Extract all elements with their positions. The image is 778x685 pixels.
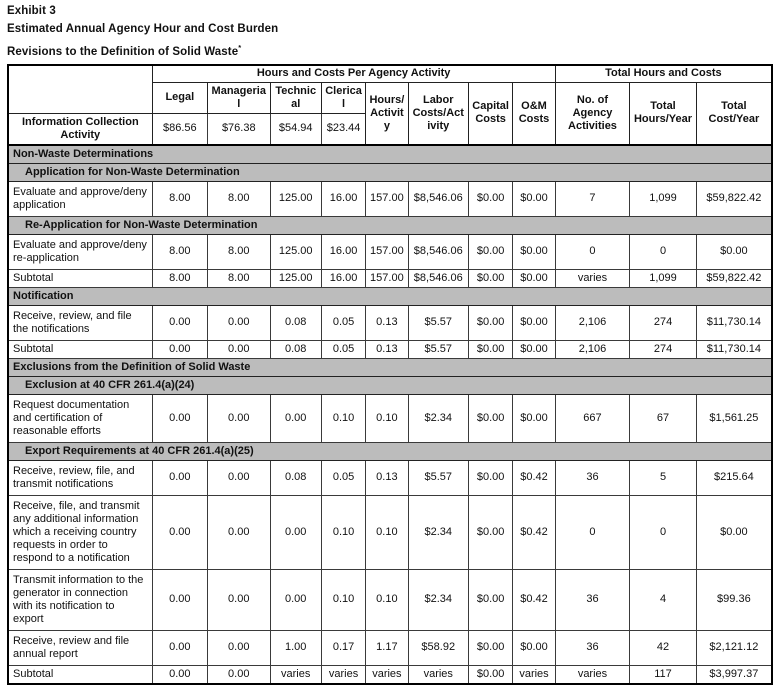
value-cell: $0.00 [513,305,555,340]
value-cell: 0.13 [366,460,408,495]
subsection-row [8,216,772,234]
value-cell: 0.13 [366,305,408,340]
value-cell: 125.00 [270,234,321,269]
value-cell: $0.00 [513,234,555,269]
value-cell: 42 [630,630,697,665]
activity-row [8,181,772,216]
value-cell: varies [321,665,365,684]
col-header-hours-per-activity: Hours/ Activity [366,82,408,145]
value-cell: $0.42 [513,569,555,630]
activity-label-cell: Transmit information to the generator in connection with its notification to export [8,569,152,630]
value-cell: varies [555,269,630,287]
activity-row [8,394,772,442]
value-cell: 0.00 [208,394,270,442]
subsection-row [8,442,772,460]
activity-label-cell: Subtotal [8,340,152,358]
col-header-managerial: Managerial [208,82,270,113]
value-cell: $0.00 [468,665,512,684]
value-cell: $5.57 [408,305,468,340]
value-cell: $0.00 [468,269,512,287]
value-cell: $8,546.06 [408,181,468,216]
document-subtitle-2 [7,41,773,59]
value-cell: $0.00 [513,340,555,358]
activity-row [8,630,772,665]
subsection-label: Exclusion at 40 CFR 261.4(a)(24) [8,376,772,394]
value-cell: 0.10 [321,394,365,442]
value-cell: $0.00 [468,569,512,630]
value-cell: $59,822.42 [696,181,772,216]
subtotal-row [8,665,772,684]
col-header-clerical: Clerical [321,82,365,113]
value-cell: $99.36 [696,569,772,630]
value-cell: 0.08 [270,460,321,495]
value-cell: 4 [630,569,697,630]
value-cell: 0.00 [152,305,207,340]
value-cell: 8.00 [152,234,207,269]
value-cell: 0.00 [208,305,270,340]
value-cell: 2,106 [555,340,630,358]
col-header-om-costs: O&M Costs [513,82,555,145]
activity-label-cell: Evaluate and approve/deny re-application [8,234,152,269]
technical-rate-cell: $54.94 [270,113,321,145]
value-cell: 0.17 [321,630,365,665]
value-cell: $0.00 [468,460,512,495]
value-cell: 0 [555,234,630,269]
value-cell: 274 [630,340,697,358]
activity-row [8,234,772,269]
activity-label-cell: Evaluate and approve/deny application [8,181,152,216]
legal-rate-cell: $86.56 [152,113,207,145]
subtotal-row [8,340,772,358]
value-cell: $0.00 [468,305,512,340]
value-cell: 0.00 [270,495,321,569]
value-cell: 157.00 [366,181,408,216]
burden-table [7,64,773,685]
value-cell: 0.00 [270,569,321,630]
value-cell: 1,099 [630,181,697,216]
value-cell: $59,822.42 [696,269,772,287]
value-cell: $2.34 [408,394,468,442]
activity-label-cell: Request documentation and certification of reasonable efforts [8,394,152,442]
value-cell: $2.34 [408,495,468,569]
value-cell: 274 [630,305,697,340]
value-cell: $215.64 [696,460,772,495]
value-cell: $0.00 [513,630,555,665]
value-cell: 0.00 [152,569,207,630]
value-cell: 1.00 [270,630,321,665]
value-cell: $1,561.25 [696,394,772,442]
value-cell: $0.42 [513,495,555,569]
value-cell: 0.00 [152,495,207,569]
value-cell: 0.00 [152,665,207,684]
value-cell: 0.00 [270,394,321,442]
document-titles [7,5,773,59]
value-cell: $0.00 [468,340,512,358]
activity-label-cell: Subtotal [8,269,152,287]
activity-row [8,495,772,569]
value-cell: $0.00 [468,234,512,269]
value-cell: 0.00 [208,569,270,630]
value-cell: $3,997.37 [696,665,772,684]
value-cell: 0.10 [366,394,408,442]
value-cell: 0.05 [321,460,365,495]
value-cell: 0.05 [321,305,365,340]
value-cell: 36 [555,630,630,665]
per-activity-group-header: Hours and Costs Per Agency Activity [152,65,555,83]
value-cell: $0.00 [513,181,555,216]
activity-label-cell: Receive, file, and transmit any additional information which a receiving country requests in order to respond to a notification [8,495,152,569]
subsection-label: Application for Non-Waste Determination [8,163,772,181]
value-cell: $5.57 [408,460,468,495]
value-cell: 0.00 [208,665,270,684]
footnote-marker: * [238,43,242,52]
subsection-label: Re-Application for Non-Waste Determination [8,216,772,234]
value-cell: 67 [630,394,697,442]
value-cell: 667 [555,394,630,442]
activity-label-cell: Receive, review, file, and transmit notifications [8,460,152,495]
group-header-row [8,65,772,83]
subtotal-row [8,269,772,287]
value-cell: $0.00 [468,630,512,665]
activity-row [8,305,772,340]
clerical-rate-cell: $23.44 [321,113,365,145]
section-row [8,287,772,305]
value-cell: 0.10 [366,569,408,630]
managerial-rate-cell: $76.38 [208,113,270,145]
value-cell: varies [366,665,408,684]
value-cell: 0.00 [208,630,270,665]
col-header-labor-costs: Labor Costs/Activity [408,82,468,145]
value-cell: 0.08 [270,340,321,358]
activity-row [8,569,772,630]
value-cell: 0.00 [208,340,270,358]
col-header-total-cost: Total Cost/Year [696,82,772,145]
value-cell: $0.00 [468,495,512,569]
value-cell: $0.00 [468,181,512,216]
activity-label-cell: Receive, review and file annual report [8,630,152,665]
value-cell: 8.00 [152,269,207,287]
value-cell: varies [513,665,555,684]
value-cell: 0.00 [152,394,207,442]
blank-corner-cell [8,65,152,114]
document-subtitle-1: Estimated Annual Agency Hour and Cost Burden [7,23,279,35]
activity-label-cell: Subtotal [8,665,152,684]
value-cell: $11,730.14 [696,305,772,340]
value-cell: $11,730.14 [696,340,772,358]
section-label: Notification [8,287,772,305]
value-cell: $0.42 [513,460,555,495]
value-cell: 16.00 [321,181,365,216]
col-header-agency-activities: No. of Agency Activities [555,82,630,145]
value-cell: 0 [630,495,697,569]
value-cell: $5.57 [408,340,468,358]
value-cell: 0.05 [321,340,365,358]
value-cell: 8.00 [208,181,270,216]
value-cell: $8,546.06 [408,234,468,269]
section-row [8,145,772,164]
value-cell: 125.00 [270,181,321,216]
value-cell: $0.00 [513,394,555,442]
value-cell: 0.13 [366,340,408,358]
value-cell: 117 [630,665,697,684]
value-cell: 0 [630,234,697,269]
value-cell: 0 [555,495,630,569]
value-cell: $2,121.12 [696,630,772,665]
value-cell: varies [270,665,321,684]
value-cell: $0.00 [468,394,512,442]
value-cell: 0.00 [208,495,270,569]
value-cell: 8.00 [152,181,207,216]
subtitle-2-text: Revisions to the Definition of Solid Waste [7,45,239,58]
value-cell: $2.34 [408,569,468,630]
value-cell: 0.10 [321,569,365,630]
value-cell: 8.00 [208,269,270,287]
value-cell: varies [555,665,630,684]
value-cell: 2,106 [555,305,630,340]
value-cell: 0.00 [152,460,207,495]
value-cell: $58.92 [408,630,468,665]
col-header-capital-costs: Capital Costs [468,82,512,145]
value-cell: 5 [630,460,697,495]
value-cell: 125.00 [270,269,321,287]
table-body [8,145,772,684]
section-label: Non-Waste Determinations [8,145,772,164]
value-cell: 0.00 [152,340,207,358]
value-cell: 0.00 [152,630,207,665]
exhibit-title: Exhibit 3 [7,5,56,17]
value-cell: 8.00 [208,234,270,269]
value-cell: 1,099 [630,269,697,287]
first-col-header: Information Collection Activity [8,113,152,145]
value-cell: 0.08 [270,305,321,340]
activity-row [8,460,772,495]
value-cell: 0.00 [208,460,270,495]
value-cell: 7 [555,181,630,216]
value-cell: 36 [555,460,630,495]
table-header [8,65,772,145]
section-label: Exclusions from the Definition of Solid Waste [8,358,772,376]
value-cell: varies [408,665,468,684]
section-row [8,358,772,376]
value-cell: 157.00 [366,269,408,287]
value-cell: 157.00 [366,234,408,269]
value-cell: 36 [555,569,630,630]
subsection-label: Export Requirements at 40 CFR 261.4(a)(25) [8,442,772,460]
value-cell: $0.00 [696,495,772,569]
subsection-row [8,376,772,394]
value-cell: 1.17 [366,630,408,665]
value-cell: $0.00 [513,269,555,287]
value-cell: 0.10 [366,495,408,569]
activity-label-cell: Receive, review, and file the notifications [8,305,152,340]
value-cell: 16.00 [321,234,365,269]
value-cell: $0.00 [696,234,772,269]
value-cell: 0.10 [321,495,365,569]
col-header-legal: Legal [152,82,207,113]
subsection-row [8,163,772,181]
col-header-total-hours: Total Hours/Year [630,82,697,145]
totals-group-header: Total Hours and Costs [555,65,772,83]
value-cell: $8,546.06 [408,269,468,287]
col-header-technical: Technical [270,82,321,113]
value-cell: 16.00 [321,269,365,287]
